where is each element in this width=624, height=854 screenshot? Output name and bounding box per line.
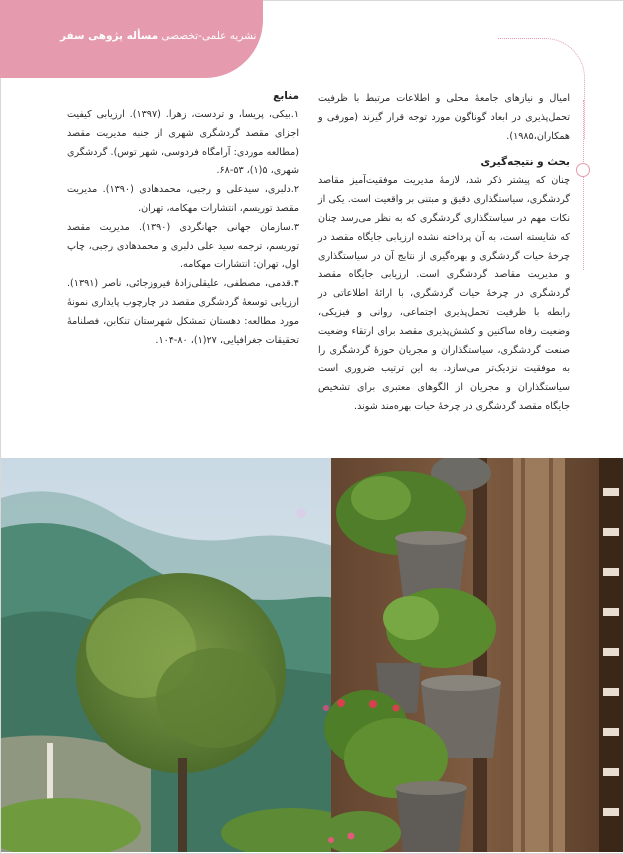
decorative-dotted-line xyxy=(583,100,584,270)
reference-item: ۳.سازمان جهانی جهانگردی (۱۳۹۰). مدیریت مقصد توریسم، ترجمه سید علی دلبری و محمدهادی رجبی، چاپ اول، تهران: انتشارات مهکامه. xyxy=(67,221,300,271)
references-column xyxy=(67,86,299,350)
decorative-circle xyxy=(576,163,590,177)
reference-item: ۱.بیکی، پریسا، و تردست، زهرا. (۱۳۹۷). ارزیابی کیفیت اجزای مقصد گردشگری شهری از جنبه مدیریت مقصد (مطالعه موردی: آرامگاه فردوسی، شهر توس). گردشگری شهری، ۵(۱)، ۵۳-۶۸. xyxy=(67,109,299,177)
flower-pots-photo xyxy=(1,458,623,852)
journal-header-title xyxy=(60,30,256,42)
intro-paragraph: امیال و نیازهای جامعهٔ محلی و اطلاعات مرتبط با ظرفیت تحمل‌پذیری در ابعاد گوناگون مورد توجه قرار گیرند (مورفی و همکاران،۱۹۸۵). xyxy=(318,93,570,142)
reference-item: ۴.قدمی، مصطفی، علیقلی‌زادهٔ فیروزجائی، ناصر (۱۳۹۱). ارزیابی توسعهٔ گردشگری مقصد در چارچوب پایداری نمونهٔ مورد مطالعه: دهستان تمشکل شهرستان تنکابن، فصلنامهٔ تحقیقات جغرافیایی، ۲۷(۱)، ۸۰-۱۰۴. xyxy=(67,278,299,346)
flower-pots-illustration xyxy=(1,458,623,852)
conclusion-heading: بحث و نتیجه‌گیری xyxy=(480,156,570,169)
conclusion-paragraph: چنان که پیشتر ذکر شد، لازمهٔ مدیریت موفقیت‌آمیز مقاصد گردشگری، سیاستگذاری دقیق و مبتنی بر واقعیت است. یکی از نکات مهم در سیاستگذاری گردشگری که به نظر می‌رسد چنان که شایسته است، به آن پرداخته نشده ارزیابی جایگاه مقصد در چرخهٔ حیات گردشگری و بهره‌گیری از نتایج آن در سیاستگذاری و مدیریت مقاصد گردشگری است. ارزیابی جایگاه مقصد گردشگری در چرخهٔ حیات گردشگری، با ارائهٔ اطلاعاتی در رابطه با ظرفیت تحمل‌پذیری اجتماعی، روانی و فیزیکی، وضعیت رفاه ساکنین و کشش‌پذیری مقصد برای ارتقاء وضعیت صنعت گردشگری، سیاستگذاران و مجریان حوزهٔ گردشگری را به موفقیت نزدیک‌تر می‌سازد. به این ترتیب ضروری است سیاستگذاران و مجریان از الگوهای معتبری برای تشخیص جایگاه مقصد گردشگری در چرخهٔ حیات بهره‌مند شوند. xyxy=(318,175,570,412)
journal-label: نشریه علمی-تخصصی xyxy=(161,30,257,42)
journal-header-tab xyxy=(0,0,263,78)
reference-item: ۲.دلبری، سیدعلی و رجبی، محمدهادی (۱۳۹۰). مدیریت مقصد توریسم، انتشارات مهکامه، تهران. xyxy=(67,184,299,214)
right-text-column xyxy=(318,90,570,417)
journal-name: مسأله پژوهی سفر xyxy=(60,30,159,42)
sources-heading: منابع xyxy=(273,90,299,102)
